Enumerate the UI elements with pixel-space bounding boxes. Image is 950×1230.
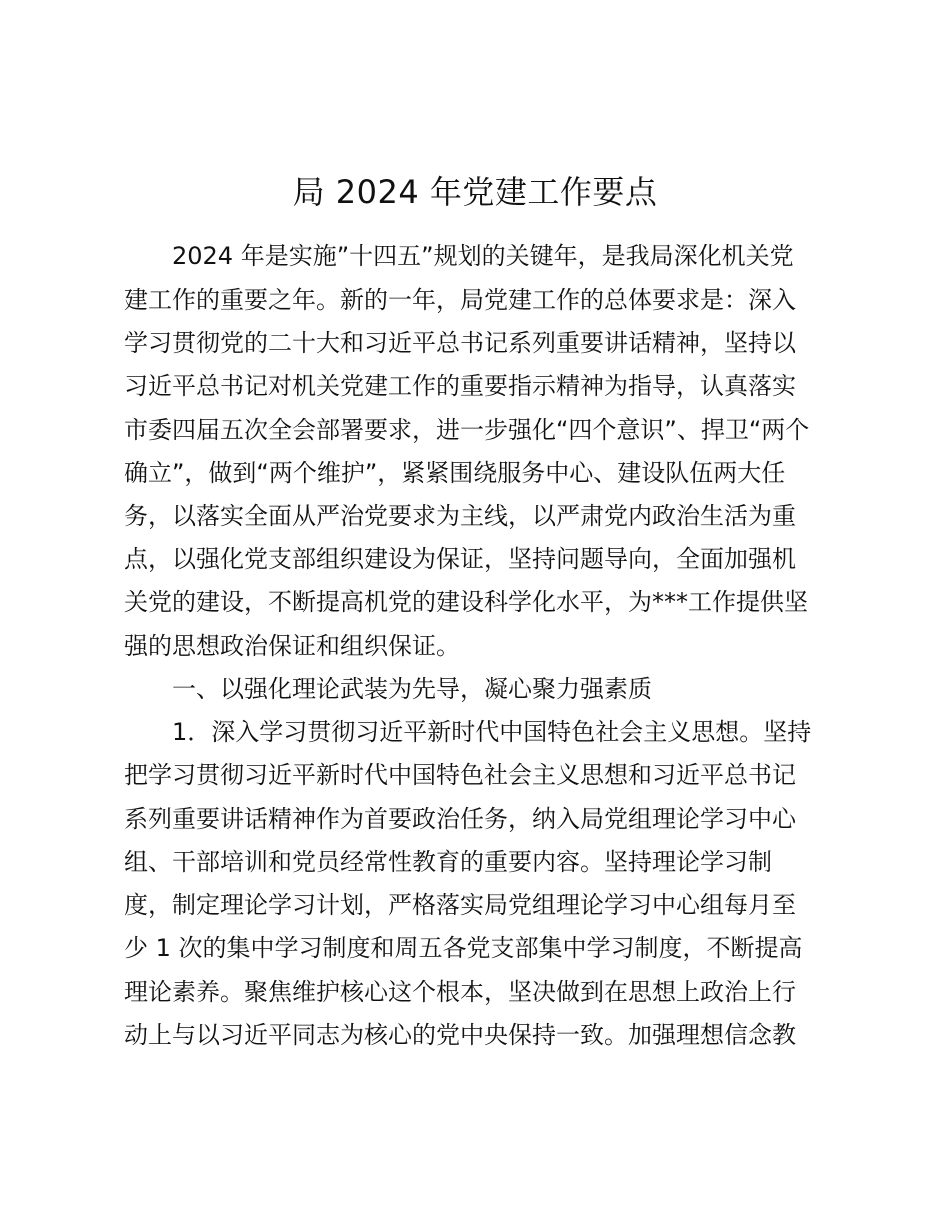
section-heading: 一、以强化理论武装为先导，凝心聚力强素质 [172,675,652,703]
paragraph-line: 度，制定理论学习计划，严格落实局党组理论学习中心组每月至 [124,891,796,919]
paragraph-line: 动上与以习近平同志为核心的党中央保持一致。加强理想信念教 [124,1021,796,1049]
paragraph-line: 把学习贯彻习近平新时代中国特色社会主义思想和习近平总书记 [124,761,796,789]
paragraph-line: 习近平总书记对机关党建工作的重要指示精神为指导，认真落实 [124,372,796,400]
paragraph-line: 务，以落实全面从严治党要求为主线，以严肃党内政治生活为重 [124,502,796,530]
paragraph-line: 建工作的重要之年。新的一年，局党建工作的总体要求是：深入 [124,286,796,314]
paragraph-line: 点，以强化党支部组织建设为保证，坚持问题导向，全面加强机 [124,545,796,573]
paragraph-line: 系列重要讲话精神作为首要政治任务，纳入局党组理论学习中心 [124,805,796,833]
paragraph-line: 确立”，做到“两个维护”，紧紧围绕服务中心、建设队伍两大任 [124,459,786,487]
paragraph-line: 少 1 次的集中学习制度和周五各党支部集中学习制度，不断提高 [124,934,803,962]
paragraph-line: 强的思想政治保证和组织保证。 [124,632,460,660]
paragraph-line: 1．深入学习贯彻习近平新时代中国特色社会主义思想。坚持 [172,718,812,746]
paragraph-line: 2024 年是实施”十四五”规划的关键年，是我局深化机关党 [172,242,794,270]
paragraph-line: 学习贯彻党的二十大和习近平总书记系列重要讲话精神，坚持以 [124,329,796,357]
paragraph-line: 组、干部培训和党员经常性教育的重要内容。坚持理论学习制 [124,848,772,876]
paragraph-line: 市委四届五次全会部署要求，进一步强化“四个意识”、捍卫“两个 [124,416,810,444]
document-title: 局 2024 年党建工作要点 [292,173,658,211]
paragraph-line: 理论素养。聚焦维护核心这个根本，坚决做到在思想上政治上行 [124,978,796,1006]
paragraph-line: 关党的建设，不断提高机党的建设科学化水平，为***工作提供坚 [124,588,808,616]
